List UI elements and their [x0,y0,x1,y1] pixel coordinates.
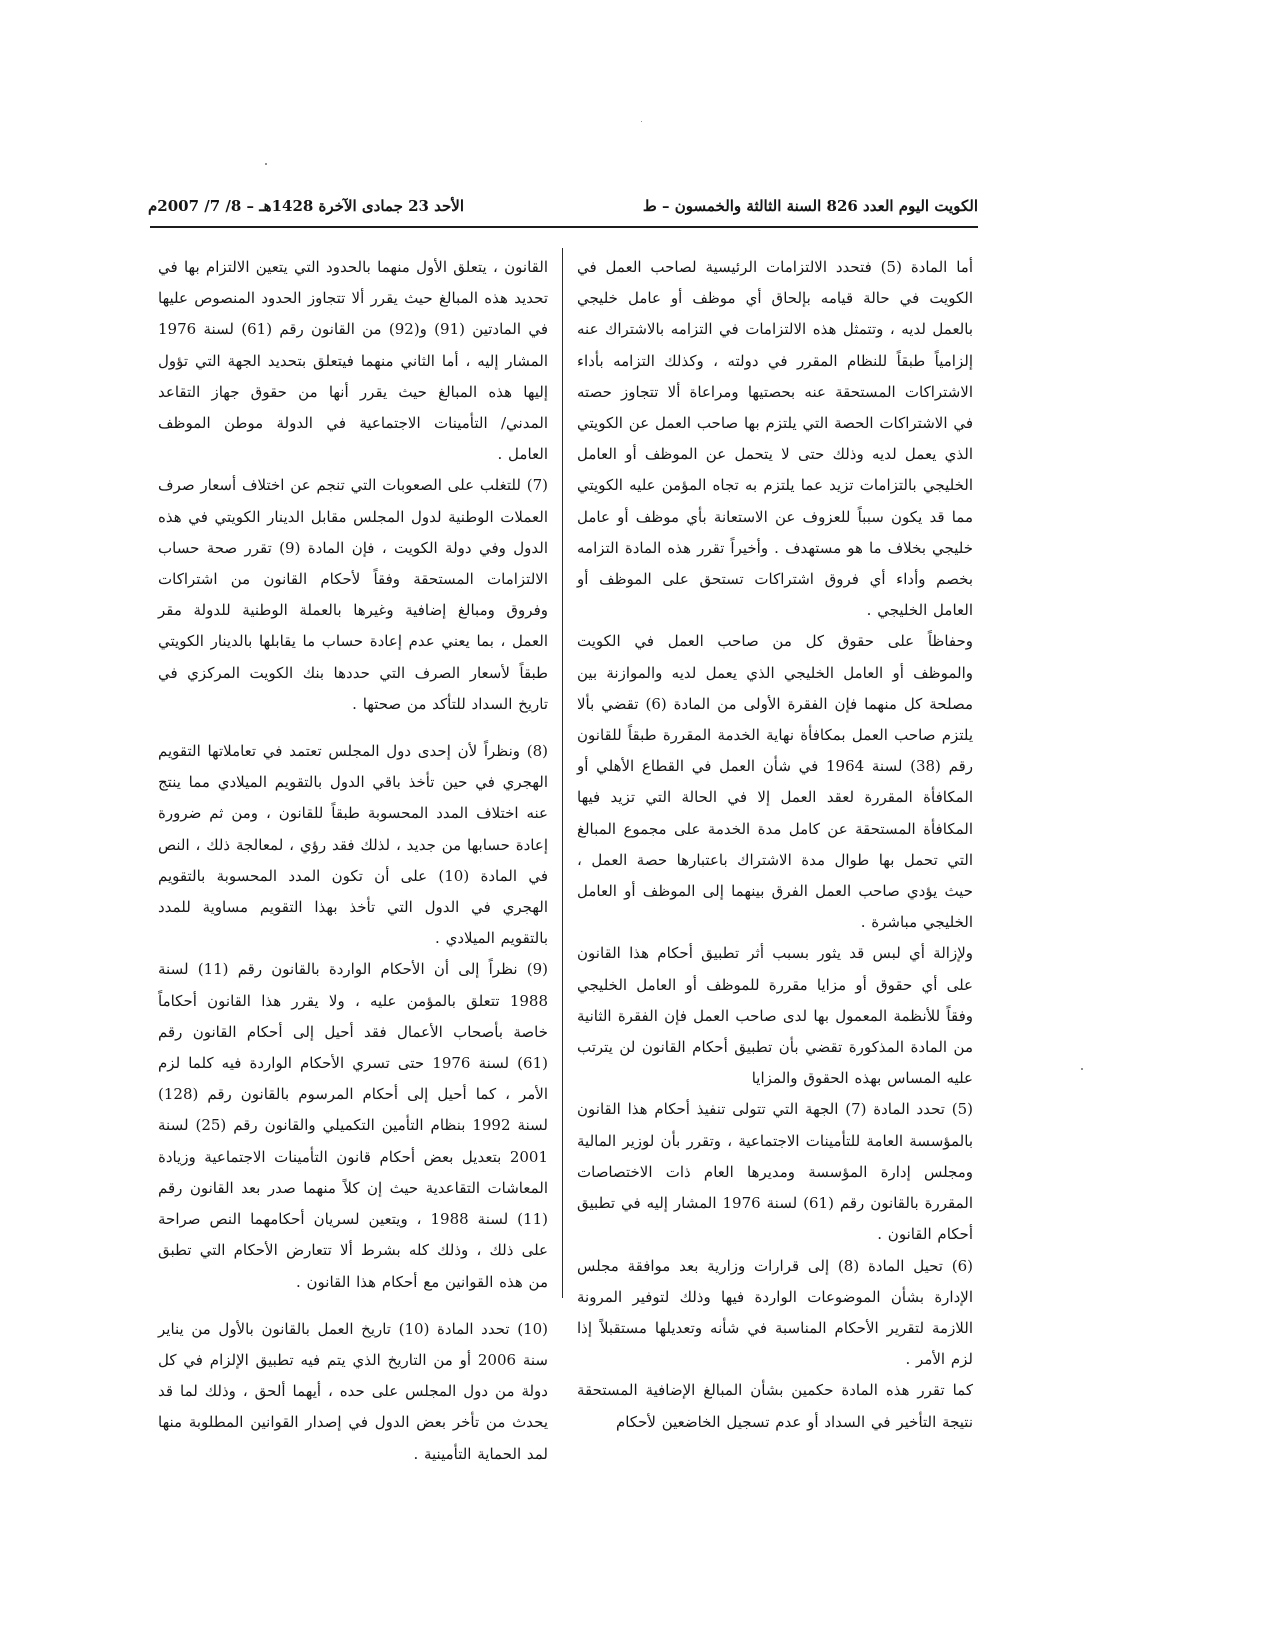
paragraph: القانون ، يتعلق الأول منهما بالحدود التي يتعين الالتزام بها في تحديد هذه المبالغ حيث يقرر ألا تتجاوز الحدود المنصوص عليها في المادتين (91) و(92) من القانون رقم (61) لسنة 1976 المشار إليه ، أما الثاني منهما فيتعلق بتحديد الجهة التي تؤول إليها هذه المبالغ حيث يقرر أنها من حقوق جهاز التقاعد المدني/ التأمينات الاجتماعية في الدولة موطن الموظف العامل . [158,258,548,464]
header-publication-info: الكويت اليوم العدد 826 السنة الثالثة والخمسون – ط [642,197,978,215]
paragraph: (6) تحيل المادة (8) إلى قرارات وزارية بعد موافقة مجلس الإدارة بشأن الموضوعات الواردة فيها وذلك لتوفير المرونة اللازمة لتقرير الأحكام المناسبة في شأنه وتعديلها مستقبلاً إذا لزم الأمر . [577,1256,973,1369]
scan-speck [1081,1068,1083,1070]
paragraph: (7) للتغلب على الصعوبات التي تنجم عن اختلاف أسعار صرف العملات الوطنية لدول المجلس مقابل الدينار الكويتي في هذه الدول وفي دولة الكويت ، فإن المادة (9) تقرر صحة حساب الالتزامات المستحقة وفقاً لأحكام القانون من اشتراكات وفروق ومبالغ إضافية وغيرها بالعملة الوطنية للدولة مقر العمل ، بما يعني عدم إعادة حساب ما يقابلها بالدينار الكويتي طبقاً لأسعار الصرف التي حددها بنك الكويت المركزي في تاريخ السداد للتأكد من صحتها . [158,476,548,713]
paragraph: (5) تحدد المادة (7) الجهة التي تتولى تنفيذ أحكام هذا القانون بالمؤسسة العامة للتأمينات الاجتماعية ، وتقرر بأن لوزير المالية ومجلس إدارة المؤسسة ومديرها العام ذات الاختصاصات المقررة بالقانون رقم (61) لسنة 1976 المشار إليه في تطبيق أحكام القانون . [577,1100,974,1244]
column-divider [562,248,563,1298]
paragraph: (8) ونظراً لأن إحدى دول المجلس تعتمد في تعاملاتها التقويم الهجري في حين تأخذ باقي الدول بالتقويم الميلادي مما ينتج عنه اختلاف المدد المحسوبة طبقاً للقانون ، ومن ثم ضرورة إعادة حسابها من جديد ، لذلك فقد رؤي ، لمعالجة ذلك ، النص في المادة (10) على أن تكون المدد المحسوبة بالتقويم الهجري في الدول التي تأخذ بهذا التقويم مساوية للمدد بالتقويم الميلادي . [158,742,548,948]
left-text-column [158,252,548,1470]
paragraph: كما تقرر هذه المادة حكمين بشأن المبالغ الإضافية المستحقة نتيجة التأخير في السداد أو عدم تسجيل الخاضعين لأحكام [577,1381,973,1431]
paragraph: ولإزالة أي لبس قد يثور بسبب أثر تطبيق أحكام هذا القانون على أي حقوق أو مزايا مقررة للموظف أو العامل الخليجي وفقاً للأنظمة المعمول بها لدى صاحب العمل فإن الفقرة الثانية من المادة المذكورة تقضي بأن تطبيق أحكام القانون لن يترتب عليه المساس بهذه الحقوق والمزايا [577,944,973,1088]
right-text-column [577,252,973,1438]
scan-speck [641,121,642,122]
paragraph: (10) تحدد المادة (10) تاريخ العمل بالقانون بالأول من يناير سنة 2006 أو من التاريخ الذي يتم فيه تطبيق الإلزام في كل دولة من دول المجلس على حده ، أيهما ألحق ، وذلك لما قد يحدث من تأخر بعض الدول في إصدار القوانين المطلوبة منها لمد الحماية التأمينية . [158,1319,549,1463]
running-header [148,194,978,222]
header-rule [150,226,978,228]
paragraph: (9) نظراً إلى أن الأحكام الواردة بالقانون رقم (11) لسنة 1988 تتعلق بالمؤمن عليه ، ولا يقرر هذا القانون أحكاماً خاصة بأصحاب الأعمال فقد أحيل إلى أحكام القانون رقم (61) لسنة 1976 حتى تسري الأحكام الواردة فيه كلما لزم الأمر ، كما أحيل إلى أحكام المرسوم بالقانون رقم (128) لسنة 1992 بنظام التأمين التكميلي والقانون رقم (25) لسنة 2001 بتعديل بعض أحكام قانون التأمينات الاجتماعية وزيادة المعاشات التقاعدية حيث إن كلاً منهما صدر بعد القانون رقم (11) لسنة 1988 ، ويتعين لسريان أحكامهما النص صراحة على ذلك ، وذلك كله بشرط ألا تتعارض الأحكام التي تطبق من هذه القوانين مع أحكام هذا القانون . [158,960,549,1291]
paragraph: وحفاظاً على حقوق كل من صاحب العمل في الكويت والموظف أو العامل الخليجي الذي يعمل لديه والموازنة بين مصلحة كل منهما فإن الفقرة الأولى من المادة (6) تقضي بألا يلتزم صاحب العمل بمكافأة نهاية الخدمة المقررة طبقاً للقانون رقم (38) لسنة 1964 في شأن العمل في القطاع الأهلي أو المكافأة المقررة لعقد العمل إلا في الحالة التي تزيد فيها المكافأة المستحقة عن كامل مدة الخدمة على مجموع المبالغ التي تحمل بها طوال مدة الاشتراك باعتبارها حصة العمل ، حيث يؤدي صاحب العمل الفرق بينهما إلى الموظف أو العامل الخليجي مباشرة . [577,632,973,932]
paragraph: أما المادة (5) فتحدد الالتزامات الرئيسية لصاحب العمل في الكويت في حالة قيامه بإلحاق أي موظف أو عامل خليجي بالعمل لديه ، وتتمثل هذه الالتزامات في التزامه بالاشتراك عنه إلزامياً طبقاً للنظام المقرر في دولته ، وكذلك التزامه بأداء الاشتراكات المستحقة عنه بحصتيها ومراعاة ألا تتجاوز حصته في الاشتراكات الحصة التي يلتزم بها صاحب العمل عن الكويتي الذي يعمل لديه وذلك حتى لا يتحمل عن الموظف أو العامل الخليجي بالتزامات تزيد عما يلتزم به تجاه المؤمن عليه الكويتي مما قد يكون سبباً للعزوف عن الاستعانة بأي موظف أو عامل خليجي بخلاف ما هو مستهدف . وأخيراً تقرر هذه المادة التزامه بخصم وأداء أي فروق اشتراكات تستحق على الموظف أو العامل الخليجي . [577,258,973,620]
header-date: الأحد 23 جمادى الآخرة 1428هـ – 8/ 7/ 2007م [148,197,465,215]
scan-speck [265,163,267,165]
